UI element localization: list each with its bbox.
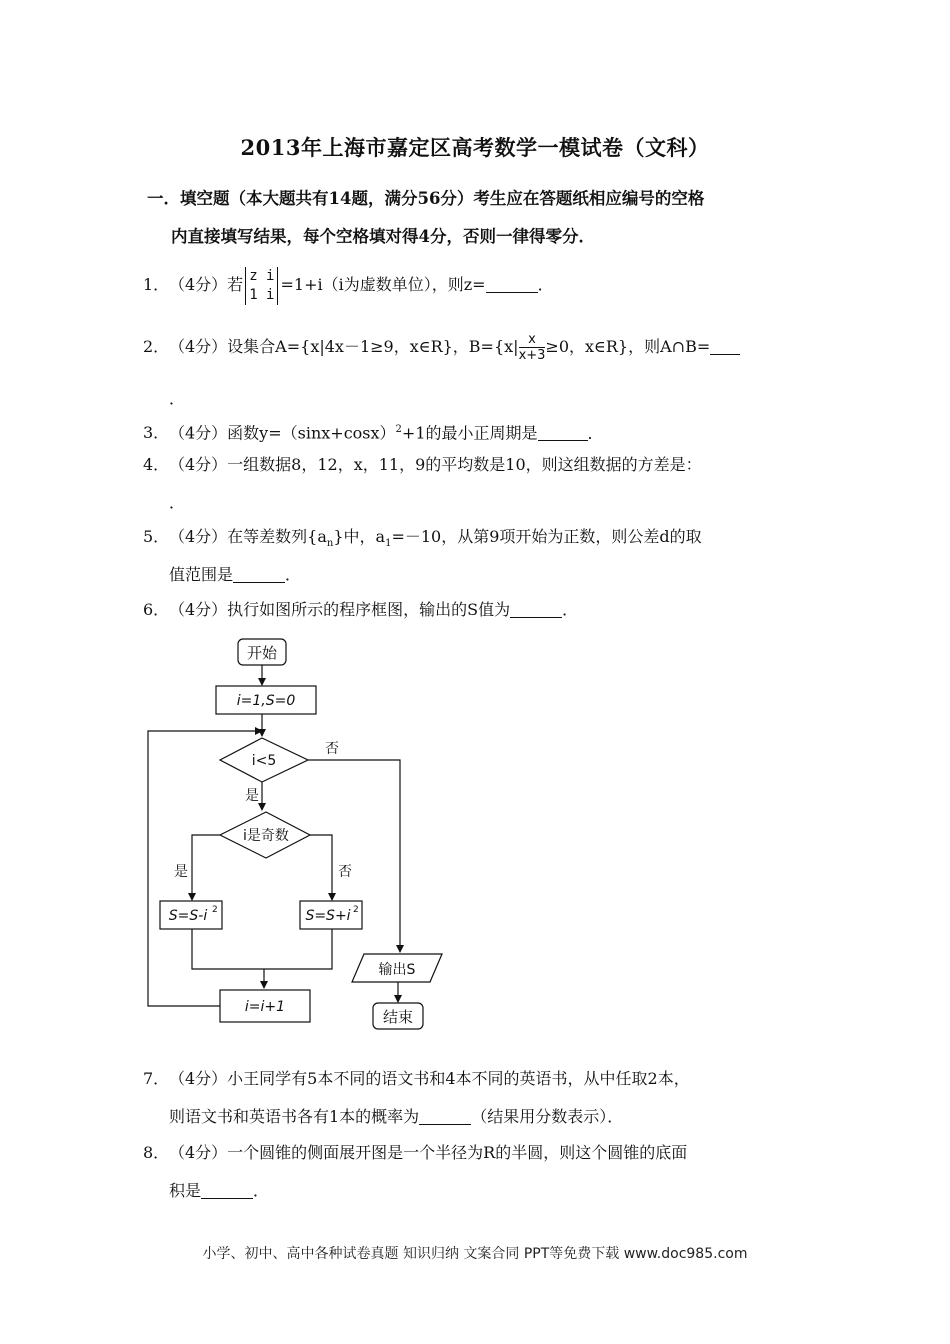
determinant: z i 1 i (245, 267, 278, 305)
question-5: 5．（4分）在等差数列$\{a_n\}$中，$a_1=-10$，从第9项开始为正数，则公差d的取 (143, 527, 702, 550)
question-7: 7．（4分）小王同学有5本不同的语文书和4本不同的英语书，从中任取2本， (143, 1069, 690, 1088)
flow-condition-2-label: i是奇数 (243, 828, 289, 844)
question-1: 1．（4分）若 z i 1 i=1+i（i为虚数单位），则z= ． (143, 267, 554, 303)
question-8: 8．（4分）一个圆锥的侧面展开图是一个半径为R的半圆，则这个圆锥的底面 (143, 1143, 688, 1162)
answer-blank[interactable] (538, 424, 588, 441)
question-4: 4．（4分）一组数据8，12，x，11，9的平均数是10，则这组数据的方差是： (143, 455, 702, 474)
flow-output-label: 输出S (378, 962, 416, 978)
flow-add-label: S=S+i (305, 908, 351, 924)
flow-subtract-exp: 2 (212, 905, 218, 915)
flow-init-label: i=1,S=0 (236, 693, 296, 709)
answer-blank[interactable] (233, 566, 285, 583)
answer-blank[interactable] (510, 601, 562, 618)
question-2: 2．（4分）设集合A={x|4x－1≥9，x∈R}，B={x| $\frac{x}{x+3}$ ≥0，x∈R}，则A∩B= (143, 328, 823, 366)
page-footer: 小学、初中、高中各种试卷真题 知识归纳 文案合同 PPT等免费下载 www.doc985.com (202, 1246, 748, 1262)
question-3: 3．（4分）函数$y=(\sin x+\cos x)^2+1$的最小正周期是 ． (143, 423, 604, 443)
program-flowchart (140, 632, 460, 1042)
answer-blank[interactable] (486, 276, 538, 293)
question-2-end: ． (169, 389, 186, 408)
question-6: 6．（4分）执行如图所示的程序框图，输出的S值为 ． (143, 600, 579, 619)
section-line-2: 内直接填写结果，每个空格填对得4分，否则一律得零分． (171, 227, 595, 246)
question-4-end: ． (169, 493, 186, 512)
flow-no-label-2: 否 (338, 864, 352, 880)
flow-subtract-label: S=S-i (168, 908, 208, 924)
fraction: $\frac{x}{x+3}$ (518, 332, 546, 363)
answer-blank[interactable] (710, 338, 740, 355)
flow-yes-label-2: 是 (174, 864, 188, 880)
question-7-line-2: 则语文书和英语书各有1本的概率为 （结果用分数表示）． (169, 1107, 624, 1126)
section-heading (147, 180, 817, 256)
flow-no-label-1: 否 (325, 741, 339, 757)
flow-increment-label: i=i+1 (244, 999, 286, 1015)
flow-add-exp: 2 (353, 905, 359, 915)
answer-blank[interactable] (419, 1108, 471, 1125)
flow-end-label: 结束 (382, 1008, 414, 1026)
answer-blank[interactable] (201, 1182, 253, 1199)
flow-condition-1-label: i<5 (251, 753, 277, 769)
flow-start-label: 开始 (246, 644, 278, 662)
section-line-1: 一．填空题（本大题共有14题，满分56分）考生应在答题纸相应编号的空格 (147, 189, 705, 208)
question-5-line-2: 值范围是 ． (169, 565, 302, 584)
question-8-line-2: 积是 ． (169, 1181, 270, 1200)
flow-yes-label-1: 是 (245, 788, 259, 804)
page-title: 2013年上海市嘉定区高考数学一模试卷（文科） (240, 135, 710, 160)
